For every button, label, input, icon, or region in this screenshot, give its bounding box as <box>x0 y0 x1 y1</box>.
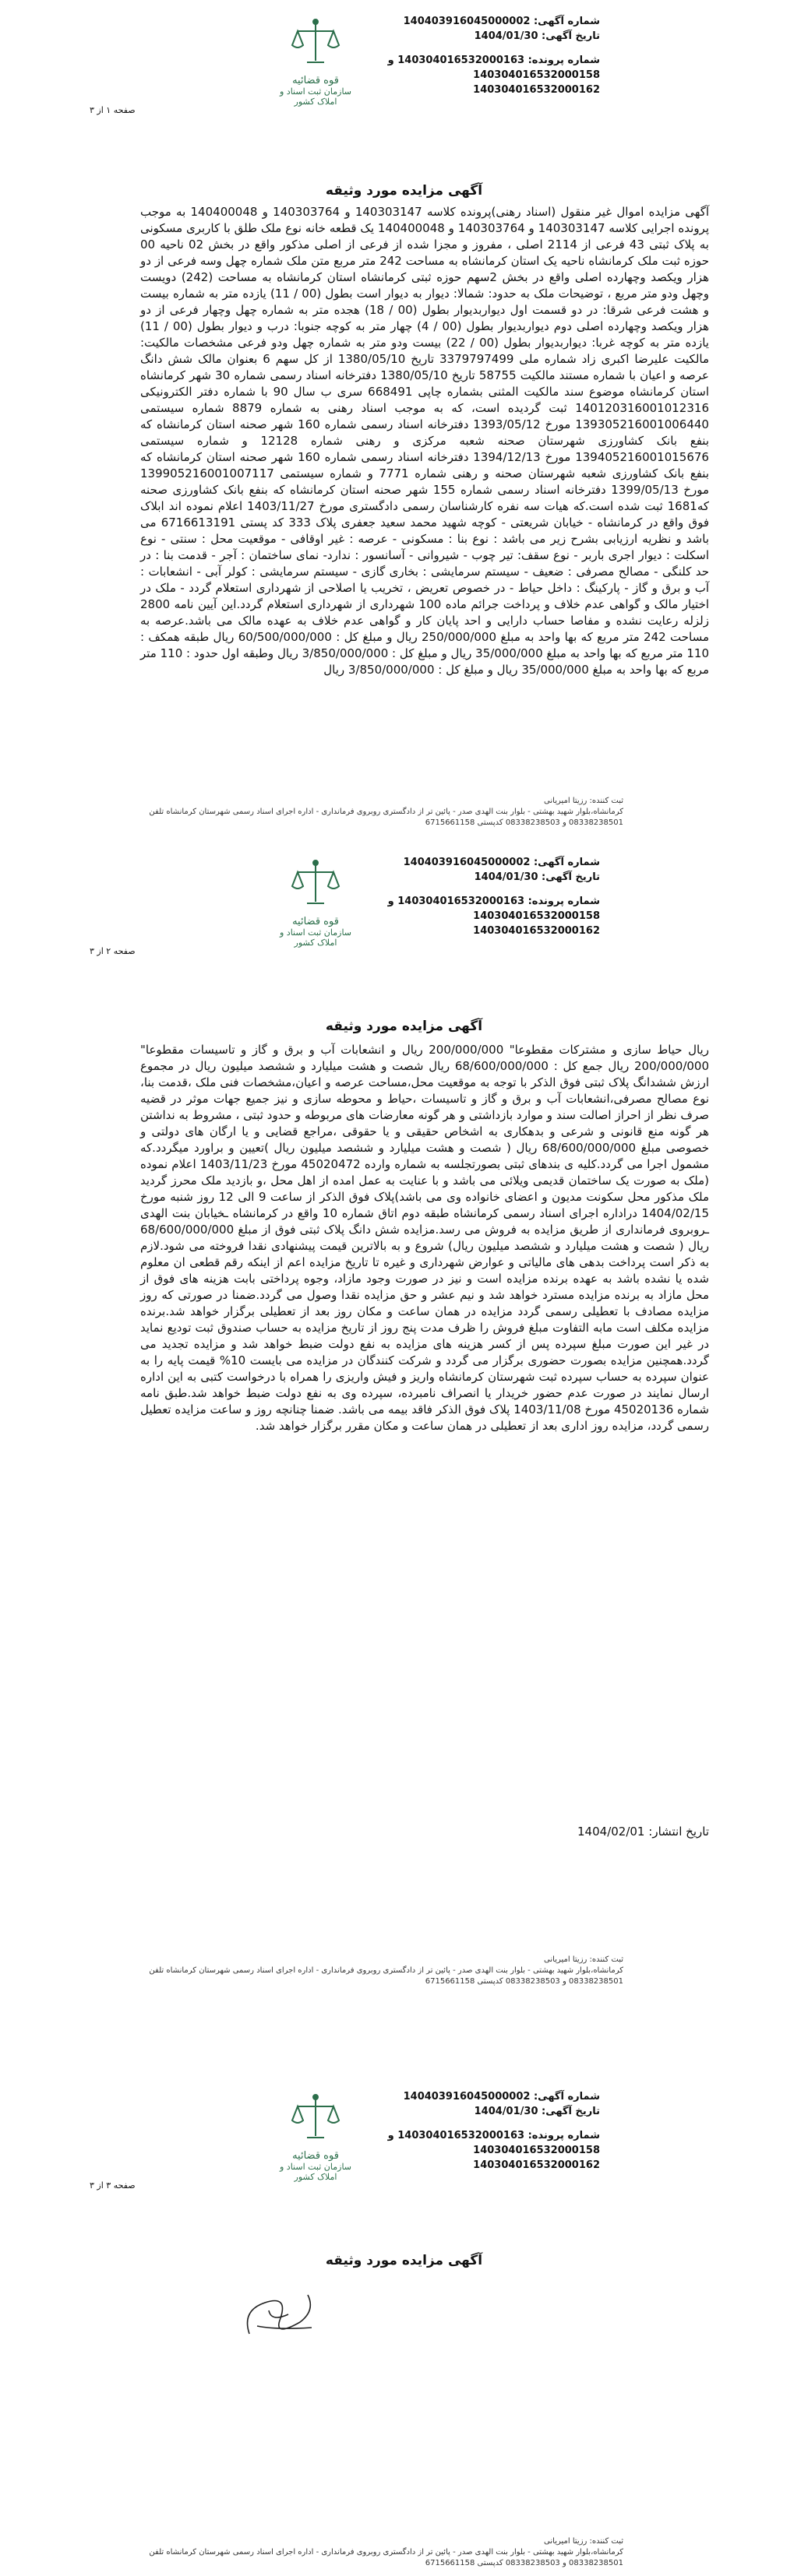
notice-body: آگهی مزایده اموال غیر منقول (اسناد رهنی)پرونده کلاسه 140303147 و 140303764 و 140400048 به موجب پرونده اجرایی کلاسه 140303147 و 140303764 و 140400048 یک قطعه خانه نوع ملک طلق با کاربری مسکونی به پلاک ثبتی 43 فرعی از 2114 اصلی ، مفروز و مجزا شده از فرعی از اصلی مذکور واقع در بخش 02 ناحیه 00 حوزه ثبت ملک کرمانشاه ناحیه یک استان کرمانشاه به مساحت 242 متر مربع متن ملک شماره چهل وسه فرعی از دو هزار ویکصد وچهارده اصلی واقع در بخش 2سهم حوزه ثبتی کرمانشاه استان کرمانشاه به مساحت (242) دویست وچهل ودو متر مربع ، توضیحات ملک به حدود: شمالا: دیوار به دیوار است بطول (00 / 11) یازده متر به شماره بیست و هشت فرعی شرقا: در دو قسمت اول دیواربدیوار بطول (00 / 18) هجده متر به شماره چهل وچهار فرعی از دو هزار ویکصد وچهارده اصلی دوم دیواربدیوار بطول (00 / 4) چهار متر به کوچه جنوبا: درب و دیوار بطول (00 / 11) یازده متر به کوچه غربا: دیواربدیوار بطول (00 / 22) بیست ودو متر به شماره چهل ودو فرعی مشخصات مالکیت: مالکیت علیرضا اکبری زاد شماره ملی 3379797499 تاریخ 1380/05/10 از کل سهم 6 بعنوان مالک شش دانگ عرصه و اعیان با شماره مستند مالکیت 58755 تاریخ 1380/05/10 دفترخانه اسناد رسمی شماره 30 شهر کرمانشاه استان کرمانشاه موضوع سند مالکیت المثنی بشماره چاپی 668491 سری ب سال 90 با شماره دفتر الکترونیکی 140120316001012316 ثبت گردیده است، که به موجب اسناد رهنی به شماره 8879 شماره سیستمی 139305216001006440 مورخ 1393/05/12 دفترخانه اسناد رسمی شماره 160 شهر صحنه استان کرمانشاه که بنفع بانک کشاورزی شهرستان صحنه شعبه مرکزی و رهنی شماره 12128 و شماره سیستمی 139405216001015676 مورخ 1394/12/13 دفترخانه اسناد رسمی شماره 160 شهر صحنه استان کرمانشاه که بنفع بانک کشاورزی شعبه شهرستان صحنه و رهنی شماره 7771 و شماره سیستمی 139905216001007117 مورخ 1399/05/13 دفترخانه اسناد رسمی شماره 155 شهر صحنه استان کرمانشاه که بنفع بانک کشاورزی صحنه که1681 ثبت شده است.که هیات سه نفره کارشناسان رسمی دادگستری مورخ 1403/11/27 اعلام نموده اند ابلاک فوق واقع در کرمانشاه - خیابان شریعتی - کوچه شهید محمد سعید جعفری پلاک 333 کد پستی 6716613191 می باشد و نظریه ارزیابی بشرح زیر می باشد : نوع بنا : مسکونی - عرصه : غیر اوقافی - موقعیت محل : سنتی - نوع اسکلت : دیوار اجری باربر - نوع سقف: تیر چوب - شیروانی - آسانسور : ندارد- نمای ساختمان : آجر - قدمت بنا : در حد کلنگی - مصالح مصرفی : ضعیف - سیستم سرمایشی : بخاری گازی - سیستم سرمایشی : کولر آبی - انشعابات : آب و برق و گاز - پارکینگ : داخل حیاط - در خصوص تعریض ، تخریب یا اصلاحی از شهرداری استعلام گردد - ملک در اختیار مالک و گواهی عدم خلاف و پرداخت جرائم ماده 100 شهرداری از شهرداری استعلام گردد.این آیین نامه 2800 زلزله رعایت نشده و مفاصا حساب دارایی و احد پایان کار و گواهی عدم خلاف به عهده مالک می باشد.عرصه به مساحت 242 متر مربع که بها واحد به مبلغ 250/000/000 ریال و مبلغ کل : 60/500/000/000 ریال طبقه همکف : 110 متر مربع که بها واحد به مبلغ 35/000/000 ریال و مبلغ کل : 3/850/000/000 ریال وطبقه اول حدود : 110 متر مربع که بها واحد به مبلغ 35/000/000 ریال و مبلغ کل : 3/850/000/000 ریال <box>140 205 710 677</box>
notice-meta <box>366 14 600 97</box>
office-address: کرمانشاه،بلوار شهید بهشتی - بلوار بنت الهدی صدر - پائین تر از دادگستری روبروی فرمانداری - اداره اجرای اسناد رسمی شهرستان کرمانشاه تلفن 08338238501 و 08338238503 کدپستی 6715661158 <box>149 2548 623 2567</box>
case-label: شماره پرونده: <box>527 55 600 66</box>
case-number: 140304016532000162 <box>473 925 600 937</box>
notice-meta <box>366 855 600 938</box>
notice-body: ریال حیاط سازی و مشترکات مقطوعا" 200/000/000 ریال و انشعابات آب و برق و گاز و تاسیسات مقطوعا" 200/000/000 ریال جمع کل : 68/600/000/000 ریال شصت و هشت میلیارد و ششصد میلیون ریال در مجموع ارزش ششدانگ پلاک ثبتی فوق الذکر با توجه به موقعیت محل،مساحت عرصه و اعیان،مشخصات فنی ملک ،قدمت بنا، نوع مصالح مصرفی،انشعابات آب و برق و گاز و تاسیسات ،حیاط و محوطه سازی و نیز جمیع جهات موثر در قضیه صرف نظر از احراز اصالت سند و موارد بازداشتی و هر گونه معارضات های مربوطه و حدود ثبتی ، مشروط به نداشتن هر گونه منع قانونی و شرعی و بدهکاری به اشخاص حقیقی و یا حقوقی ،مراجع قضایی و یا ارگان های دولتی و خصوصی مبلغ 68/600/000/000 ریال ( شصت و هشت میلیارد و ششصد میلیون ریال )تعیین و براورد میگردد.که مشمول اجرا می گردد.کلیه ی بندهای ثبتی بصورتجلسه به شماره وارده 45020472 مورخ 1403/11/23 اعلام نموده (ملک به صورت یک ساختمان قدیمی ویلائی می باشد و با عنایت به عمل امده از اهل محل ،و بازدید ملک محرز گردید ملک مذکور محل سکونت مدیون و اعضای خانواده وی می باشد)پلاک فوق الذکر از ساعت 9 الی 12 روز شنبه مورخ 1404/02/15 دراداره اجرای اسناد رسمی کرمانشاه طبقه دوم اتاق شماره 10 واقع در کرمانشاه ـخیابان بنت الهدی ـروبروی فرمانداری از طریق مزایده به فروش می رسد.مزایده شش دانگ پلاک ثبتی فوق از مبلغ 68/600/000/000 ریال ( شصت و هشت میلیارد و ششصد میلیون ریال) شروع و به بالاترین قیمت پیشنهادی نقدا فروخته می شود.لازم به ذکر است پرداخت بدهی های مالیاتی و عوارض شهرداری و غیره تا تاریخ مزایده اعم از اینکه رقم قطعی ان معلوم شده یا نشده باشد به عهده برنده مزایده است و نیز در صورت وجود مازاد، وجوه پرداختی بابت هزینه های فوق از محل مازاد به برنده مزایده مسترد خواهد شد و نیم عشر و حق مزایده نقدا وصول می گردد.ضمنا در صورتی که روز مزایده مصادف با تعطیلی رسمی گردد مزایده در همان ساعت و مکان روز بعد از تعطیلی برگزار خواهد شد.برنده مزایده مکلف است مابه التفاوت مبلغ فروش را ظرف مدت پنج روز از تاریخ مزایده به حساب صندوق ثبت تودیع نماید در غیر این صورت مبلغ سپرده پس از کسر هزینه های مزایده به نفع دولت ضبط خواهد شد و مزایده تجدید می گردد.همچنین مزایده بصورت حضوری برگزار می گردد و شرکت کنندگان در مزایده می بایست 10% قیمت پایه را به عنوان سپرده به حساب سپرده ثبت شهرستان کرمانشاه واریز و فیش واریزی را همراه با درخواست کتبی به این اداره ارسال نمایند در صورت عدم حضور خریدار یا انصراف نامبرده، سپرده وی به نفع دولت ضبط خواهد شد.طبق نامه شماره 45020136 مورخ 1403/11/08 پلاک فوق الذکر فاقد بیمه می باشد. ضمنا چنانچه روز و ساعت مزایده تعطیل رسمی گردد، مزایده روز اداری بعد از تعطیلی در همان ساعت و مکان مقرر برگزار خواهد شد. <box>140 1043 710 1433</box>
emblem-subtitle: سازمان ثبت اسناد و املاک کشور <box>279 2162 352 2182</box>
case-label: شماره پرونده: <box>527 896 600 907</box>
notice-footer <box>140 2536 623 2569</box>
ad-date: 1404/01/30 <box>474 30 538 42</box>
ad-date: 1404/01/30 <box>474 2106 538 2117</box>
case-label: شماره پرونده: <box>527 2130 600 2141</box>
notice-title: آگهی مزایده مورد وثیقه <box>325 1019 483 1034</box>
notice-meta <box>366 2089 600 2173</box>
handwritten-signature <box>234 2279 327 2349</box>
signer-name: رزیتا امیریانی <box>544 2537 587 2546</box>
ad-date-label: تاریخ آگهی: <box>542 30 600 42</box>
judiciary-emblem <box>273 857 358 948</box>
notice-header <box>0 841 808 958</box>
signer-name: رزیتا امیریانی <box>544 797 587 805</box>
case-number: 140304016532000163 و <box>387 896 525 907</box>
notice-page-2 <box>0 841 808 1986</box>
ad-number-label: شماره آگهی: <box>533 16 600 27</box>
notice-header <box>0 0 808 117</box>
notice-title: آگهی مزایده مورد وثیقه <box>325 183 483 199</box>
notice-header <box>0 2075 808 2192</box>
ad-date: 1404/01/30 <box>474 871 538 883</box>
case-number: 140304016532000158 <box>473 910 600 922</box>
signer-label: ثبت کننده: <box>589 1955 623 1964</box>
ad-number: 140403916045000002 <box>403 16 531 27</box>
signer-label: ثبت کننده: <box>589 797 623 805</box>
office-address: کرمانشاه،بلوار شهید بهشتی - بلوار بنت الهدی صدر - پائین تر از دادگستری روبروی فرمانداری - اداره اجرای اسناد رسمی شهرستان کرمانشاه تلفن 08338238501 و 08338238503 کدپستی 6715661158 <box>149 1966 623 1986</box>
emblem-title: قوه قضائیه <box>292 75 339 86</box>
ad-number: 140403916045000002 <box>403 857 531 868</box>
ad-number: 140403916045000002 <box>403 2091 531 2103</box>
case-number: 140304016532000162 <box>473 84 600 96</box>
case-number: 140304016532000162 <box>473 2159 600 2171</box>
judiciary-emblem <box>273 16 358 107</box>
ad-number-label: شماره آگهی: <box>533 2091 600 2103</box>
notice-footer <box>140 1955 623 1987</box>
publish-date: 1404/02/01 <box>577 1825 645 1839</box>
emblem-subtitle: سازمان ثبت اسناد و املاک کشور <box>279 86 352 107</box>
notice-footer <box>140 796 623 829</box>
publish-date-row <box>140 1824 709 1840</box>
scales-emblem-icon <box>288 16 343 70</box>
scales-emblem-icon <box>288 2091 343 2145</box>
publish-date-label: تاریخ انتشار: <box>648 1825 709 1839</box>
page-number: صفحه ۱ از ۳ <box>90 105 136 115</box>
office-address: کرمانشاه،بلوار شهید بهشتی - بلوار بنت الهدی صدر - پائین تر از دادگستری روبروی فرمانداری - اداره اجرای اسناد رسمی شهرستان کرمانشاه تلفن 08338238501 و 08338238503 کدپستی 6715661158 <box>149 808 623 827</box>
emblem-title: قوه قضائیه <box>292 2150 339 2162</box>
case-number: 140304016532000158 <box>473 69 600 81</box>
case-number: 140304016532000163 و <box>387 55 525 66</box>
notice-page-3 <box>0 2075 808 2567</box>
ad-date-label: تاریخ آگهی: <box>542 871 600 883</box>
judiciary-emblem <box>273 2091 358 2182</box>
scales-emblem-icon <box>288 857 343 911</box>
page-number: صفحه ۲ از ۳ <box>90 946 136 956</box>
signer-name: رزیتا امیریانی <box>544 1955 587 1964</box>
signer-label: ثبت کننده: <box>589 2537 623 2546</box>
page-number: صفحه ۳ از ۳ <box>90 2180 136 2191</box>
emblem-title: قوه قضائیه <box>292 916 339 927</box>
ad-number-label: شماره آگهی: <box>533 857 600 868</box>
emblem-subtitle: سازمان ثبت اسناد و املاک کشور <box>279 927 352 948</box>
case-number: 140304016532000163 و <box>387 2130 525 2141</box>
case-number: 140304016532000158 <box>473 2145 600 2156</box>
notice-title: آگهی مزایده مورد وثیقه <box>325 2253 483 2268</box>
notice-page-1 <box>0 0 808 827</box>
ad-date-label: تاریخ آگهی: <box>542 2106 600 2117</box>
